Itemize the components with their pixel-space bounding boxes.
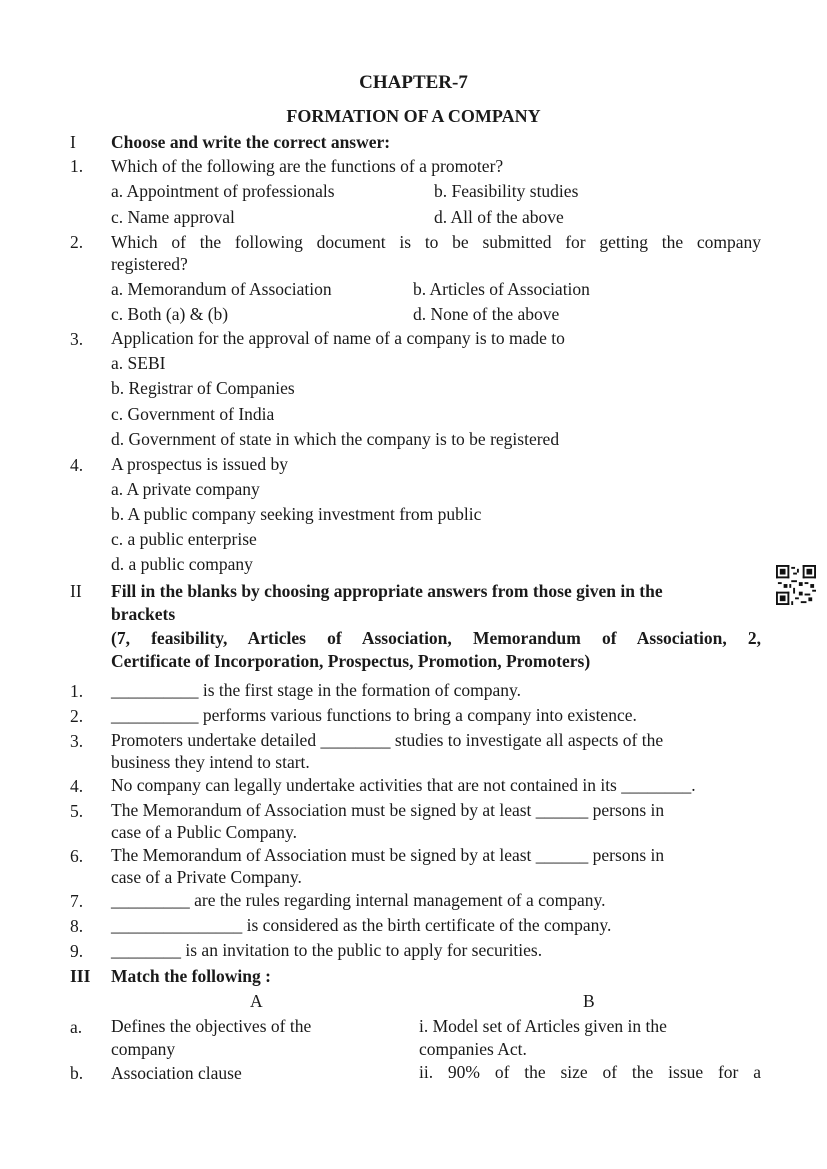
qr-code-icon (776, 565, 816, 605)
question-4-option-b: b. A public company seeking investment from public (111, 504, 482, 524)
match-row-a-right-line2: companies Act. (419, 1039, 527, 1059)
blank-6-text-line1: The Memorandum of Association must be signed by at least ______ persons in (111, 845, 665, 865)
section-3-heading: Match the following : (111, 966, 271, 986)
blank-3-text-line1: Promoters undertake detailed ________ studies to investigate all aspects of the (111, 730, 664, 750)
match-row-a-right-line1: i. Model set of Articles given in the (419, 1016, 667, 1036)
question-4-option-c: c. a public enterprise (111, 529, 257, 549)
question-2-option-d: d. None of the above (413, 304, 560, 324)
question-3-option-b: b. Registrar of Companies (111, 378, 295, 398)
question-2-number: 2. (70, 232, 84, 252)
blank-9-number: 9. (70, 941, 84, 961)
blank-3-number: 3. (70, 731, 84, 751)
chapter-heading: CHAPTER-7 (359, 72, 468, 93)
match-row-a-left-line2: company (111, 1039, 176, 1059)
question-3-option-c: c. Government of India (111, 404, 275, 424)
blank-3-text-line2: business they intend to start. (111, 752, 310, 772)
blank-7-number: 7. (70, 891, 84, 911)
question-2-option-c: c. Both (a) & (b) (111, 304, 229, 324)
question-1-text: Which of the following are the functions of a promoter? (111, 156, 504, 176)
section-2-heading-line2: brackets (111, 604, 176, 624)
section-2-choices-line2: Certificate of Incorporation, Prospectus, Promotion, Promoters) (111, 651, 591, 671)
section-3-number: III (70, 966, 91, 986)
question-1-number: 1. (70, 156, 84, 176)
question-3-option-d: d. Government of state in which the company is to be registered (111, 429, 560, 449)
blank-4-number: 4. (70, 776, 84, 796)
question-1-option-c: c. Name approval (111, 207, 235, 227)
blank-5-number: 5. (70, 801, 84, 821)
blank-1-number: 1. (70, 681, 84, 701)
chapter-title: FORMATION OF A COMPANY (286, 106, 541, 126)
blank-8-number: 8. (70, 916, 84, 936)
match-row-a-number: a. (70, 1017, 83, 1037)
question-2-text-line1: Which of the following document is to be submitted for getting the company (111, 232, 761, 252)
question-2-option-a: a. Memorandum of Association (111, 279, 332, 299)
blank-7-text: _________ are the rules regarding internal management of a company. (111, 890, 606, 910)
column-a-header: A (250, 991, 263, 1011)
question-1-option-b: b. Feasibility studies (434, 181, 579, 201)
blank-2-text: __________ performs various functions to bring a company into existence. (111, 705, 637, 725)
match-row-b-right: ii. 90% of the size of the issue for a (419, 1062, 761, 1082)
section-1-number: I (70, 132, 76, 152)
question-4-option-d: d. a public company (111, 554, 253, 574)
blank-6-text-line2: case of a Private Company. (111, 867, 302, 887)
section-2-number: II (70, 581, 82, 601)
column-b-header: B (583, 991, 595, 1011)
section-2-choices-line1: (7, feasibility, Articles of Association, Memorandum of Association, 2, (111, 628, 761, 648)
blank-8-text: _______________ is considered as the birth certificate of the company. (111, 915, 612, 935)
question-4-option-a: a. A private company (111, 479, 260, 499)
match-row-a-left-line1: Defines the objectives of the (111, 1016, 312, 1036)
blank-9-text: ________ is an invitation to the public to apply for securities. (111, 940, 543, 960)
blank-5-text-line1: The Memorandum of Association must be signed by at least ______ persons in (111, 800, 665, 820)
question-1-option-d: d. All of the above (434, 207, 564, 227)
match-row-b-left: Association clause (111, 1063, 242, 1083)
section-1-heading: Choose and write the correct answer: (111, 132, 391, 152)
blank-4-text: No company can legally undertake activities that are not contained in its ________. (111, 775, 696, 795)
question-4-text: A prospectus is issued by (111, 454, 288, 474)
blank-2-number: 2. (70, 706, 84, 726)
question-4-number: 4. (70, 455, 84, 475)
question-3-text: Application for the approval of name of a company is to made to (111, 328, 565, 348)
match-row-b-number: b. (70, 1063, 84, 1083)
blank-6-number: 6. (70, 846, 84, 866)
question-3-number: 3. (70, 329, 84, 349)
blank-5-text-line2: case of a Public Company. (111, 822, 297, 842)
question-2-text-line2: registered? (111, 254, 188, 274)
question-2-option-b: b. Articles of Association (413, 279, 590, 299)
question-1-option-a: a. Appointment of professionals (111, 181, 335, 201)
section-2-heading-line1: Fill in the blanks by choosing appropriate answers from those given in the (111, 581, 663, 601)
question-3-option-a: a. SEBI (111, 353, 166, 373)
blank-1-text: __________ is the first stage in the formation of company. (111, 680, 522, 700)
